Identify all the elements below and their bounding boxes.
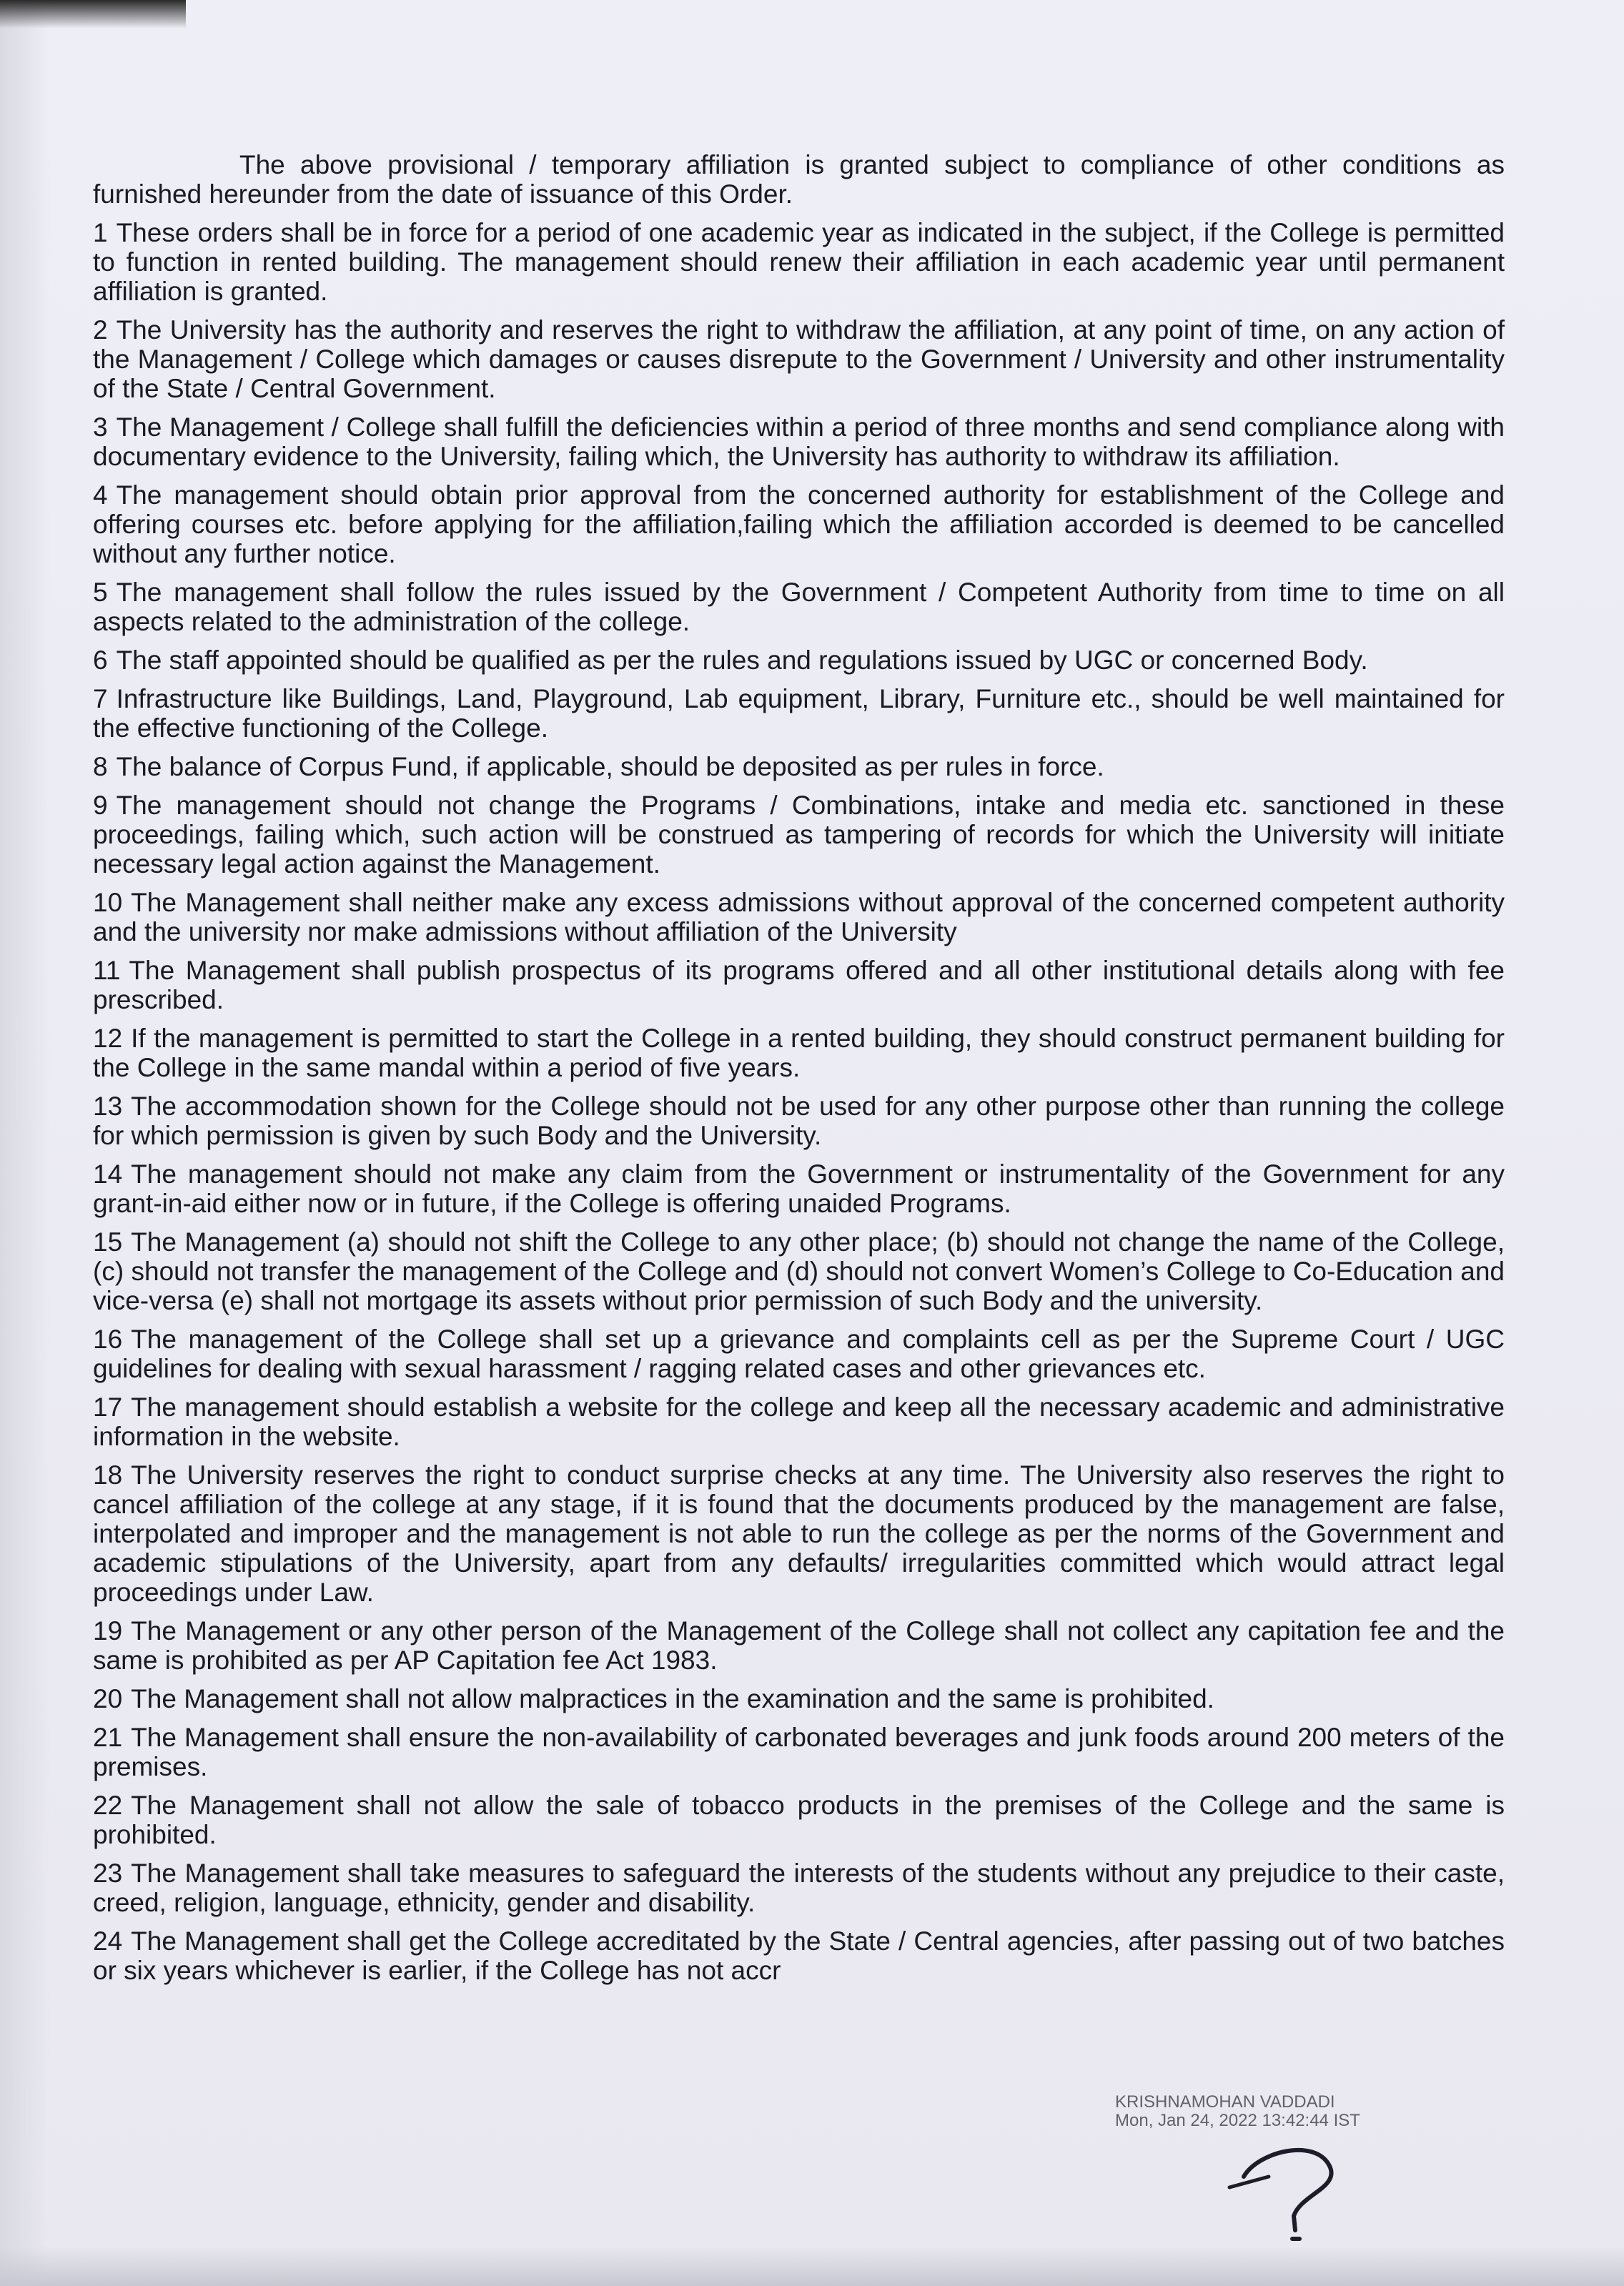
- handwritten-signature: [1215, 2109, 1358, 2252]
- clause-number: 23: [93, 1859, 123, 1888]
- clause-number: 19: [93, 1616, 123, 1646]
- clause-text: The management should obtain prior approval from the concerned authority for establishment of the College and offering courses etc. before applying for the affiliation,failing which the affiliation accorded is deemed to be cancelled without any further notice.: [93, 480, 1505, 568]
- clause-15: [93, 1227, 1505, 1315]
- clause-number: 13: [93, 1092, 123, 1121]
- clause-9: [93, 791, 1505, 879]
- clause-text: The Management shall publish prospectus of its programs offered and all other institutional details along with fee prescribed.: [93, 956, 1505, 1014]
- page-shadow-left: [0, 0, 50, 2286]
- clause-7: [93, 684, 1505, 743]
- clause-3: [93, 412, 1505, 471]
- clause-2: [93, 315, 1505, 403]
- clause-8: [93, 752, 1505, 781]
- clause-18: [93, 1460, 1505, 1607]
- clause-10: [93, 888, 1505, 946]
- clause-text: The management should establish a website for the college and keep all the necessary academic and administrative information in the website.: [93, 1392, 1505, 1451]
- clause-number: 16: [93, 1325, 123, 1354]
- clause-19: [93, 1616, 1505, 1675]
- clause-text: The management shall follow the rules issued by the Government / Competent Authority from time to time on all aspects related to the administration of the college.: [93, 578, 1505, 636]
- clause-text: If the management is permitted to start the College in a rented building, they should construct permanent building for the College in the same mandal within a period of five years.: [93, 1024, 1505, 1082]
- clause-13: [93, 1092, 1505, 1150]
- clause-23: [93, 1859, 1505, 1917]
- clause-number: 20: [93, 1684, 123, 1713]
- clause-number: 6: [93, 645, 108, 675]
- conditions-list: [93, 218, 1505, 1985]
- clause-11: [93, 956, 1505, 1014]
- page-corner-shadow: [0, 0, 186, 29]
- clause-text: The management should not make any claim from the Government or instrumentality of the Government for any grant-in-aid either now or in future, if the College is offering unaided Programs.: [93, 1159, 1505, 1218]
- clause-text: The Management (a) should not shift the College to any other place; (b) should not change the name of the College, (c) should not transfer the management of the College and (d) should not convert Women’s College to Co-Education and vice-versa (e) shall not mortgage its assets without prior permission of such Body and the university.: [93, 1227, 1505, 1315]
- clause-text: The accommodation shown for the College should not be used for any other purpose other than running the college for which permission is given by such Body and the University.: [93, 1092, 1505, 1150]
- clause-12: [93, 1024, 1505, 1082]
- clause-number: 11: [93, 956, 121, 985]
- clause-4: [93, 480, 1505, 568]
- clause-6: [93, 645, 1505, 675]
- clause-number: 17: [93, 1392, 123, 1422]
- clause-number: 15: [93, 1227, 123, 1257]
- intro-paragraph: The above provisional / temporary affiliation is granted subject to compliance of other conditions as furnished hereunder from the date of issuance of this Order.: [93, 150, 1505, 209]
- clause-17: [93, 1392, 1505, 1451]
- clause-number: 7: [93, 684, 108, 713]
- clause-text: These orders shall be in force for a period of one academic year as indicated in the subject, if the College is permitted to function in rented building. The management should renew their affiliation in each academic year until permanent affiliation is granted.: [93, 218, 1505, 306]
- clause-number: 18: [93, 1460, 123, 1490]
- clause-text: The Management shall not allow malpractices in the examination and the same is prohibited.: [131, 1684, 1214, 1713]
- clause-1: [93, 218, 1505, 306]
- clause-20: [93, 1684, 1505, 1713]
- clause-text: The Management shall neither make any excess admissions without approval of the concerned competent authority and the university nor make admissions without affiliation of the University: [93, 888, 1505, 946]
- clause-number: 2: [93, 315, 108, 345]
- clause-number: 4: [93, 480, 108, 510]
- signature-datetime: Mon, Jan 24, 2022 13:42:44 IST: [1115, 2111, 1360, 2130]
- clause-24: [93, 1926, 1505, 1985]
- clause-text: The balance of Corpus Fund, if applicable, should be deposited as per rules in force.: [116, 752, 1104, 781]
- clause-number: 12: [93, 1024, 123, 1053]
- page-shadow-bottom: [0, 2246, 1624, 2286]
- clause-number: 1: [93, 218, 108, 247]
- clause-text: The Management shall get the College accreditated by the State / Central agencies, after passing out of two batches or six years whichever is earlier, if the College has not accr: [93, 1926, 1505, 1985]
- clause-number: 22: [93, 1791, 123, 1820]
- clause-text: The Management or any other person of the Management of the College shall not collect any capitation fee and the same is prohibited as per AP Capitation fee Act 1983.: [93, 1616, 1505, 1675]
- clause-text: The management should not change the Programs / Combinations, intake and media etc. sanctioned in these proceedings, failing which, such action will be construed as tampering of records for which the University will initiate necessary legal action against the Management.: [93, 791, 1505, 879]
- clause-number: 8: [93, 752, 108, 781]
- clause-number: 10: [93, 888, 123, 917]
- clause-text: The management of the College shall set up a grievance and complaints cell as per the Supreme Court / UGC guidelines for dealing with sexual harassment / ragging related cases and other grievances etc.: [93, 1325, 1505, 1383]
- clause-number: 14: [93, 1159, 123, 1189]
- clause-text: The University has the authority and reserves the right to withdraw the affiliation, at any point of time, on any action of the Management / College which damages or causes disrepute to the Government / University and other instrumentality of the State / Central Government.: [93, 315, 1505, 403]
- clause-number: 5: [93, 578, 108, 607]
- clause-number: 24: [93, 1926, 123, 1956]
- signer-name: KRISHNAMOHAN VADDADI: [1115, 2092, 1335, 2112]
- document-body: [93, 150, 1505, 1994]
- clause-text: The University reserves the right to conduct surprise checks at any time. The University also reserves the right to cancel affiliation of the college at any stage, if it is found that the documents produced by the management are false, interpolated and improper and the management is not able to run the college as per the norms of the Government and academic stipulations of the University, apart from any defaults/ irregularities committed which would attract legal proceedings under Law.: [93, 1460, 1505, 1607]
- clause-text: The Management shall ensure the non-availability of carbonated beverages and junk foods around 200 meters of the premises.: [93, 1723, 1505, 1781]
- clause-number: 21: [93, 1723, 123, 1752]
- clause-16: [93, 1325, 1505, 1383]
- clause-number: 3: [93, 412, 108, 442]
- clause-text: Infrastructure like Buildings, Land, Playground, Lab equipment, Library, Furniture etc., should be well maintained for the effective functioning of the College.: [93, 684, 1505, 743]
- clause-text: The Management / College shall fulfill the deficiencies within a period of three months and send compliance along with documentary evidence to the University, failing which, the University has authority to withdraw its affiliation.: [93, 412, 1505, 471]
- clause-21: [93, 1723, 1505, 1781]
- clause-22: [93, 1791, 1505, 1849]
- clause-text: The Management shall take measures to safeguard the interests of the students without any prejudice to their caste, creed, religion, language, ethnicity, gender and disability.: [93, 1859, 1505, 1917]
- clause-text: The staff appointed should be qualified as per the rules and regulations issued by UGC or concerned Body.: [116, 645, 1368, 675]
- clause-number: 9: [93, 791, 108, 820]
- clause-text: The Management shall not allow the sale of tobacco products in the premises of the College and the same is prohibited.: [93, 1791, 1505, 1849]
- clause-5: [93, 578, 1505, 636]
- clause-14: [93, 1159, 1505, 1218]
